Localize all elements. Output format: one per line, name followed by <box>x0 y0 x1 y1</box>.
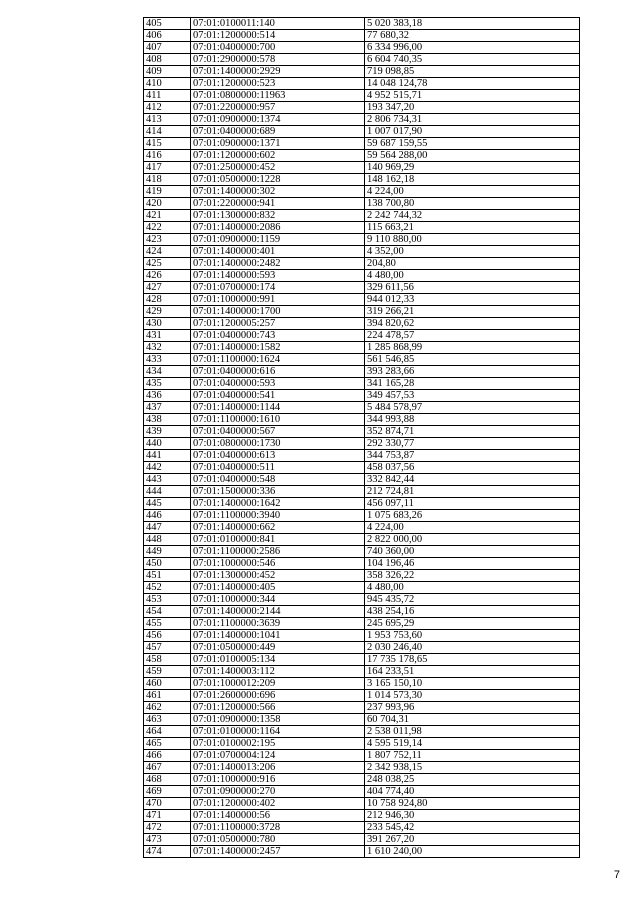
value-cell: 138 700,80 <box>365 198 580 210</box>
value-cell: 1 610 240,00 <box>365 846 580 858</box>
table-row <box>144 270 580 282</box>
value-cell: 2 806 734,31 <box>365 114 580 126</box>
value-cell: 945 435,72 <box>365 594 580 606</box>
value-cell: 212 946,30 <box>365 810 580 822</box>
value-cell: 4 480,00 <box>365 582 580 594</box>
value-cell: 6 334 996,00 <box>365 42 580 54</box>
cadastral-number-cell: 07:01:1400000:1642 <box>191 498 365 510</box>
table-row <box>144 438 580 450</box>
table-row <box>144 654 580 666</box>
row-number-cell: 459 <box>144 666 191 678</box>
cadastral-number-cell: 07:01:1400000:662 <box>191 522 365 534</box>
row-number-cell: 467 <box>144 762 191 774</box>
cadastral-number-cell: 07:01:1100000:1610 <box>191 414 365 426</box>
cadastral-number-cell: 07:01:1300000:832 <box>191 210 365 222</box>
row-number-cell: 458 <box>144 654 191 666</box>
cadastral-number-cell: 07:01:1000012:209 <box>191 678 365 690</box>
value-cell: 1 014 573,30 <box>365 690 580 702</box>
table-row <box>144 342 580 354</box>
cadastral-number-cell: 07:01:1200000:602 <box>191 150 365 162</box>
cadastral-number-cell: 07:01:0700004:124 <box>191 750 365 762</box>
cadastral-number-cell: 07:01:1400000:2482 <box>191 258 365 270</box>
table-row <box>144 822 580 834</box>
cadastral-number-cell: 07:01:0100002:195 <box>191 738 365 750</box>
cadastral-number-cell: 07:01:0400000:541 <box>191 390 365 402</box>
row-number-cell: 445 <box>144 498 191 510</box>
value-cell: 245 695,29 <box>365 618 580 630</box>
cadastral-number-cell: 07:01:1000000:916 <box>191 774 365 786</box>
cadastral-number-cell: 07:01:1400013:206 <box>191 762 365 774</box>
cadastral-number-cell: 07:01:1400000:2929 <box>191 66 365 78</box>
row-number-cell: 447 <box>144 522 191 534</box>
cadastral-number-cell: 07:01:0400000:548 <box>191 474 365 486</box>
table-row <box>144 786 580 798</box>
value-cell: 9 110 880,00 <box>365 234 580 246</box>
row-number-cell: 406 <box>144 30 191 42</box>
value-cell: 1 075 683,26 <box>365 510 580 522</box>
value-cell: 944 012,33 <box>365 294 580 306</box>
value-cell: 104 196,46 <box>365 558 580 570</box>
row-number-cell: 405 <box>144 18 191 30</box>
value-cell: 319 266,21 <box>365 306 580 318</box>
value-cell: 5 484 578,97 <box>365 402 580 414</box>
row-number-cell: 442 <box>144 462 191 474</box>
cadastral-number-cell: 07:01:1100000:3940 <box>191 510 365 522</box>
row-number-cell: 470 <box>144 798 191 810</box>
row-number-cell: 469 <box>144 786 191 798</box>
table-row <box>144 522 580 534</box>
row-number-cell: 439 <box>144 426 191 438</box>
row-number-cell: 441 <box>144 450 191 462</box>
value-cell: 394 820,62 <box>365 318 580 330</box>
cadastral-number-cell: 07:01:1400000:2457 <box>191 846 365 858</box>
row-number-cell: 450 <box>144 558 191 570</box>
value-cell: 2 822 000,00 <box>365 534 580 546</box>
row-number-cell: 417 <box>144 162 191 174</box>
cadastral-number-cell: 07:01:1400000:2086 <box>191 222 365 234</box>
table-row <box>144 222 580 234</box>
row-number-cell: 451 <box>144 570 191 582</box>
cadastral-number-cell: 07:01:0500000:780 <box>191 834 365 846</box>
value-cell: 391 267,20 <box>365 834 580 846</box>
cadastral-number-cell: 07:01:2200000:941 <box>191 198 365 210</box>
table-row <box>144 186 580 198</box>
cadastral-number-cell: 07:01:1000000:546 <box>191 558 365 570</box>
row-number-cell: 452 <box>144 582 191 594</box>
row-number-cell: 421 <box>144 210 191 222</box>
table-row <box>144 558 580 570</box>
cadastral-number-cell: 07:01:2900000:578 <box>191 54 365 66</box>
table-row <box>144 834 580 846</box>
table-row <box>144 762 580 774</box>
table-row <box>144 798 580 810</box>
table-row <box>144 750 580 762</box>
cadastral-number-cell: 07:01:0400000:616 <box>191 366 365 378</box>
cadastral-number-cell: 07:01:0400000:567 <box>191 426 365 438</box>
cadastral-number-cell: 07:01:0900000:270 <box>191 786 365 798</box>
table-row <box>144 318 580 330</box>
table-row <box>144 210 580 222</box>
cadastral-number-cell: 07:01:2500000:452 <box>191 162 365 174</box>
table-row <box>144 42 580 54</box>
value-cell: 4 224,00 <box>365 186 580 198</box>
cadastral-number-cell: 07:01:0400000:511 <box>191 462 365 474</box>
table-row <box>144 282 580 294</box>
row-number-cell: 461 <box>144 690 191 702</box>
cadastral-number-cell: 07:01:1100000:1624 <box>191 354 365 366</box>
table-row <box>144 630 580 642</box>
cadastral-number-cell: 07:01:0400000:613 <box>191 450 365 462</box>
row-number-cell: 413 <box>144 114 191 126</box>
row-number-cell: 411 <box>144 90 191 102</box>
value-cell: 204,80 <box>365 258 580 270</box>
table-row <box>144 450 580 462</box>
table-row <box>144 714 580 726</box>
cadastral-number-cell: 07:01:1400000:1144 <box>191 402 365 414</box>
table-row <box>144 162 580 174</box>
table-row <box>144 738 580 750</box>
cadastral-number-cell: 07:01:0900000:1374 <box>191 114 365 126</box>
table-row <box>144 606 580 618</box>
value-cell: 344 993,88 <box>365 414 580 426</box>
value-cell: 248 038,25 <box>365 774 580 786</box>
value-cell: 14 048 124,78 <box>365 78 580 90</box>
table-row <box>144 90 580 102</box>
row-number-cell: 471 <box>144 810 191 822</box>
cadastral-number-cell: 07:01:1400000:401 <box>191 246 365 258</box>
table-row <box>144 726 580 738</box>
value-cell: 224 478,57 <box>365 330 580 342</box>
cadastral-number-cell: 07:01:0700000:174 <box>191 282 365 294</box>
value-cell: 148 162,18 <box>365 174 580 186</box>
row-number-cell: 407 <box>144 42 191 54</box>
value-cell: 2 030 246,40 <box>365 642 580 654</box>
value-cell: 4 480,00 <box>365 270 580 282</box>
row-number-cell: 466 <box>144 750 191 762</box>
cadastral-number-cell: 07:01:0800000:1730 <box>191 438 365 450</box>
cadastral-number-cell: 07:01:0400000:700 <box>191 42 365 54</box>
table-row <box>144 618 580 630</box>
cadastral-number-cell: 07:01:1400000:1700 <box>191 306 365 318</box>
row-number-cell: 460 <box>144 678 191 690</box>
table-row <box>144 78 580 90</box>
row-number-cell: 435 <box>144 378 191 390</box>
cadastral-number-cell: 07:01:0900000:1371 <box>191 138 365 150</box>
cadastral-number-cell: 07:01:0100000:841 <box>191 534 365 546</box>
table-row <box>144 198 580 210</box>
row-number-cell: 455 <box>144 618 191 630</box>
value-cell: 352 874,71 <box>365 426 580 438</box>
table-row <box>144 246 580 258</box>
value-cell: 212 724,81 <box>365 486 580 498</box>
table-row <box>144 378 580 390</box>
row-number-cell: 419 <box>144 186 191 198</box>
row-number-cell: 456 <box>144 630 191 642</box>
page-number: 7 <box>613 869 620 881</box>
value-cell: 458 037,56 <box>365 462 580 474</box>
cadastral-number-cell: 07:01:1200000:514 <box>191 30 365 42</box>
value-cell: 292 330,77 <box>365 438 580 450</box>
row-number-cell: 438 <box>144 414 191 426</box>
cadastral-number-cell: 07:01:1300000:452 <box>191 570 365 582</box>
value-cell: 4 595 519,14 <box>365 738 580 750</box>
row-number-cell: 436 <box>144 390 191 402</box>
value-cell: 332 842,44 <box>365 474 580 486</box>
table-row <box>144 702 580 714</box>
row-number-cell: 433 <box>144 354 191 366</box>
row-number-cell: 453 <box>144 594 191 606</box>
row-number-cell: 443 <box>144 474 191 486</box>
table-row <box>144 486 580 498</box>
table-row <box>144 774 580 786</box>
cadastral-number-cell: 07:01:0800000:11963 <box>191 90 365 102</box>
row-number-cell: 428 <box>144 294 191 306</box>
row-number-cell: 418 <box>144 174 191 186</box>
cadastral-number-cell: 07:01:0100005:134 <box>191 654 365 666</box>
table-row <box>144 102 580 114</box>
cadastral-number-cell: 07:01:2600000:696 <box>191 690 365 702</box>
value-cell: 719 098,85 <box>365 66 580 78</box>
table-row <box>144 138 580 150</box>
row-number-cell: 457 <box>144 642 191 654</box>
table-row <box>144 666 580 678</box>
cadastral-number-cell: 07:01:2200000:957 <box>191 102 365 114</box>
table-row <box>144 30 580 42</box>
row-number-cell: 449 <box>144 546 191 558</box>
row-number-cell: 430 <box>144 318 191 330</box>
table-row <box>144 546 580 558</box>
cadastral-number-cell: 07:01:0400000:743 <box>191 330 365 342</box>
value-cell: 59 564 288,00 <box>365 150 580 162</box>
table-row <box>144 234 580 246</box>
value-cell: 233 545,42 <box>365 822 580 834</box>
cadastral-number-cell: 07:01:0400000:593 <box>191 378 365 390</box>
table-row <box>144 534 580 546</box>
value-cell: 438 254,16 <box>365 606 580 618</box>
value-cell: 4 952 515,71 <box>365 90 580 102</box>
cadastral-number-cell: 07:01:1000000:991 <box>191 294 365 306</box>
row-number-cell: 409 <box>144 66 191 78</box>
row-number-cell: 425 <box>144 258 191 270</box>
table-row <box>144 498 580 510</box>
table-row <box>144 426 580 438</box>
cadastral-number-cell: 07:01:1400000:2144 <box>191 606 365 618</box>
table-row <box>144 150 580 162</box>
cadastral-number-cell: 07:01:0900000:1159 <box>191 234 365 246</box>
table-row <box>144 594 580 606</box>
cadastral-number-cell: 07:01:1400000:302 <box>191 186 365 198</box>
cadastral-number-cell: 07:01:1000000:344 <box>191 594 365 606</box>
cadastral-number-cell: 07:01:1100000:3728 <box>191 822 365 834</box>
row-number-cell: 472 <box>144 822 191 834</box>
value-cell: 6 604 740,35 <box>365 54 580 66</box>
table-row <box>144 294 580 306</box>
table-row <box>144 390 580 402</box>
value-cell: 4 352,00 <box>365 246 580 258</box>
table-row <box>144 642 580 654</box>
value-cell: 1 007 017,90 <box>365 126 580 138</box>
value-cell: 60 704,31 <box>365 714 580 726</box>
table-row <box>144 690 580 702</box>
table-row <box>144 474 580 486</box>
row-number-cell: 412 <box>144 102 191 114</box>
cadastral-number-cell: 07:01:0900000:1358 <box>191 714 365 726</box>
row-number-cell: 416 <box>144 150 191 162</box>
value-cell: 349 457,53 <box>365 390 580 402</box>
row-number-cell: 474 <box>144 846 191 858</box>
value-cell: 329 611,56 <box>365 282 580 294</box>
cadastral-number-cell: 07:01:1400000:56 <box>191 810 365 822</box>
table-row <box>144 174 580 186</box>
row-number-cell: 464 <box>144 726 191 738</box>
value-cell: 2 538 011,98 <box>365 726 580 738</box>
value-cell: 2 342 938,15 <box>365 762 580 774</box>
table-row <box>144 582 580 594</box>
row-number-cell: 426 <box>144 270 191 282</box>
table-row <box>144 114 580 126</box>
row-number-cell: 468 <box>144 774 191 786</box>
table-row <box>144 570 580 582</box>
value-cell: 1 807 752,11 <box>365 750 580 762</box>
value-cell: 341 165,28 <box>365 378 580 390</box>
table-row <box>144 54 580 66</box>
table-row <box>144 510 580 522</box>
table-row <box>144 810 580 822</box>
row-number-cell: 432 <box>144 342 191 354</box>
value-cell: 2 242 744,32 <box>365 210 580 222</box>
value-cell: 115 663,21 <box>365 222 580 234</box>
cadastral-number-cell: 07:01:1500000:336 <box>191 486 365 498</box>
value-cell: 237 993,96 <box>365 702 580 714</box>
row-number-cell: 462 <box>144 702 191 714</box>
value-cell: 59 687 159,55 <box>365 138 580 150</box>
value-cell: 561 546,85 <box>365 354 580 366</box>
table-row <box>144 18 580 30</box>
row-number-cell: 424 <box>144 246 191 258</box>
row-number-cell: 434 <box>144 366 191 378</box>
value-cell: 1 953 753,60 <box>365 630 580 642</box>
table-row <box>144 366 580 378</box>
cadastral-number-cell: 07:01:1400000:1041 <box>191 630 365 642</box>
table-row <box>144 402 580 414</box>
value-cell: 358 326,22 <box>365 570 580 582</box>
row-number-cell: 437 <box>144 402 191 414</box>
value-cell: 456 097,11 <box>365 498 580 510</box>
cadastral-number-cell: 07:01:1400000:1582 <box>191 342 365 354</box>
row-number-cell: 422 <box>144 222 191 234</box>
cadastral-number-cell: 07:01:0500000:1228 <box>191 174 365 186</box>
value-cell: 740 360,00 <box>365 546 580 558</box>
value-cell: 17 735 178,65 <box>365 654 580 666</box>
row-number-cell: 423 <box>144 234 191 246</box>
table-row <box>144 414 580 426</box>
cadastral-number-cell: 07:01:1100000:2586 <box>191 546 365 558</box>
row-number-cell: 440 <box>144 438 191 450</box>
row-number-cell: 410 <box>144 78 191 90</box>
value-cell: 193 347,20 <box>365 102 580 114</box>
table-row <box>144 462 580 474</box>
value-cell: 4 224,00 <box>365 522 580 534</box>
row-number-cell: 431 <box>144 330 191 342</box>
table-row <box>144 66 580 78</box>
cadastral-number-cell: 07:01:1200000:566 <box>191 702 365 714</box>
value-cell: 344 753,87 <box>365 450 580 462</box>
table-row <box>144 354 580 366</box>
value-cell: 164 233,51 <box>365 666 580 678</box>
row-number-cell: 415 <box>144 138 191 150</box>
cadastral-number-cell: 07:01:1400003:112 <box>191 666 365 678</box>
cadastral-number-cell: 07:01:1200000:523 <box>191 78 365 90</box>
value-cell: 140 969,29 <box>365 162 580 174</box>
cadastral-value-table <box>143 17 580 858</box>
row-number-cell: 446 <box>144 510 191 522</box>
cadastral-number-cell: 07:01:1200000:402 <box>191 798 365 810</box>
value-cell: 393 283,66 <box>365 366 580 378</box>
row-number-cell: 473 <box>144 834 191 846</box>
row-number-cell: 444 <box>144 486 191 498</box>
cadastral-number-cell: 07:01:1400000:405 <box>191 582 365 594</box>
cadastral-number-cell: 07:01:1100000:3639 <box>191 618 365 630</box>
value-cell: 1 285 868,99 <box>365 342 580 354</box>
value-cell: 3 165 150,10 <box>365 678 580 690</box>
table-row <box>144 258 580 270</box>
row-number-cell: 448 <box>144 534 191 546</box>
value-cell: 10 758 924,80 <box>365 798 580 810</box>
value-cell: 5 020 383,18 <box>365 18 580 30</box>
cadastral-number-cell: 07:01:1200005:257 <box>191 318 365 330</box>
cadastral-number-cell: 07:01:0100011:140 <box>191 18 365 30</box>
row-number-cell: 465 <box>144 738 191 750</box>
table-row <box>144 126 580 138</box>
cadastral-number-cell: 07:01:0400000:689 <box>191 126 365 138</box>
value-cell: 77 680,32 <box>365 30 580 42</box>
table-row <box>144 330 580 342</box>
cadastral-number-cell: 07:01:1400000:593 <box>191 270 365 282</box>
row-number-cell: 408 <box>144 54 191 66</box>
row-number-cell: 414 <box>144 126 191 138</box>
row-number-cell: 429 <box>144 306 191 318</box>
row-number-cell: 454 <box>144 606 191 618</box>
table-row <box>144 306 580 318</box>
row-number-cell: 420 <box>144 198 191 210</box>
row-number-cell: 463 <box>144 714 191 726</box>
table-row <box>144 678 580 690</box>
value-cell: 404 774,40 <box>365 786 580 798</box>
cadastral-number-cell: 07:01:0100000:1164 <box>191 726 365 738</box>
cadastral-number-cell: 07:01:0500000:449 <box>191 642 365 654</box>
table-row <box>144 846 580 858</box>
table-body <box>144 18 580 858</box>
row-number-cell: 427 <box>144 282 191 294</box>
